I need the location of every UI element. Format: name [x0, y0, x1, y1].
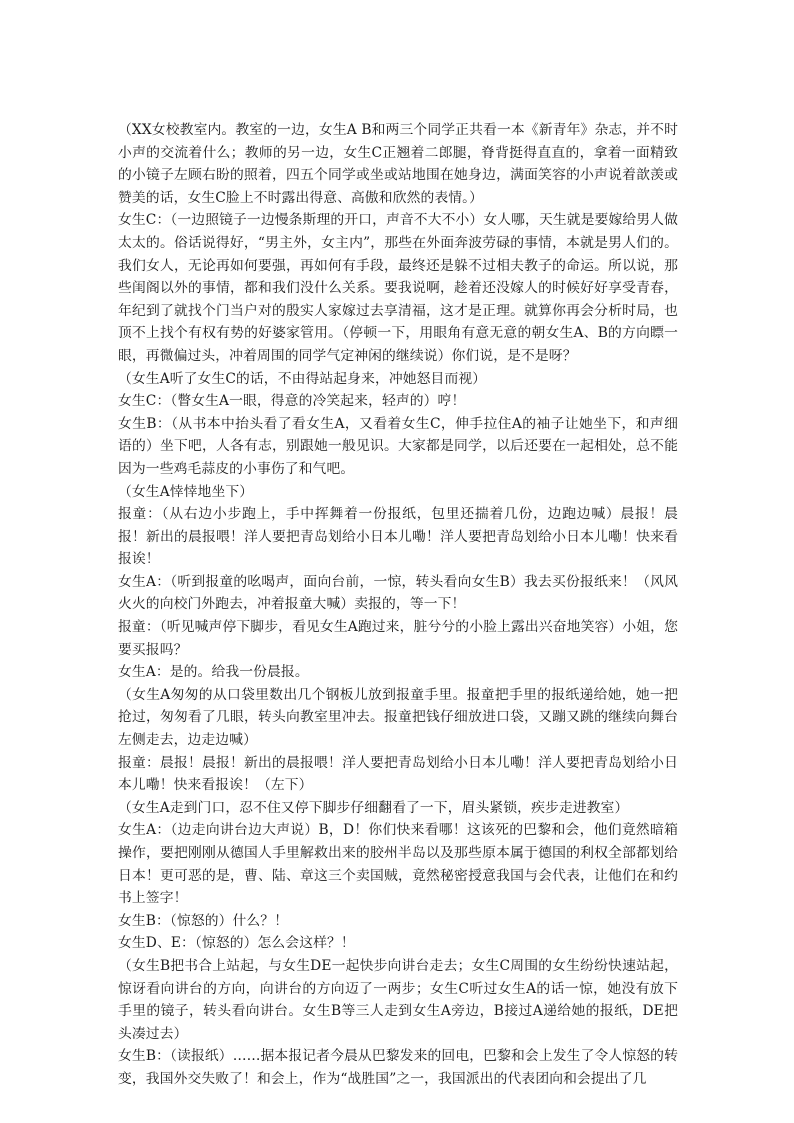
dialogue-paragraph: 女生A：（听到报童的吆喝声，面向台前，一惊，转头看向女生B）我去买份报纸来！（风风火火的向校门外跑去，冲着报童大喊）卖报的，等一下！ [118, 573, 678, 613]
stage-direction-paragraph: （女生A匆匆的从口袋里数出几个钢板儿放到报童手里。报童把手里的报纸递给她，她一把抢过，匆匆看了几眼，转头向教室里冲去。报童把钱仔细放进口袋，又蹦又跳的继续向舞台左侧走去，边走边喊） [118, 686, 678, 749]
dialogue-paragraph: 女生A：（边走向讲台边大声说）B，D！你们快来看哪！这该死的巴黎和会，他们竟然暗箱操作，要把刚刚从德国人手里解救出来的胶州半岛以及那些原本属于德国的利权全部都划给日本！更可恶的是，曹、陆、章这三个卖国贼，竟然秘密授意我国与会代表，让他们在和约书上签字！ [118, 822, 678, 907]
dialogue-paragraph: 女生B：（从书本中抬头看了看女生A，又看着女生C，伸手拉住A的袖子让她坐下，和声细语的）坐下吧，人各有志，别跟她一般见识。大家都是同学，以后还要在一起相处，总不能因为一些鸡毛蒜皮的小事伤了和气吧。 [118, 415, 678, 477]
stage-direction-paragraph: （女生B把书合上站起，与女生DE一起快步向讲台走去；女生C周围的女生纷纷快速站起，惊讶看向讲台的方向，向讲台的方向迈了一两步；女生C听过女生A的话一惊，她没有放下手里的镜子，转头看向讲台。女生B等三人走到女生A旁边，B接过A递给她的报纸，DE把头凑过去） [118, 957, 678, 1042]
dialogue-paragraph: 女生D、E：（惊怒的）怎么会这样？！ [118, 935, 355, 952]
dialogue-paragraph: 女生A：是的。给我一份晨报。 [118, 664, 309, 681]
document-page [118, 119, 678, 1091]
dialogue-paragraph: 报童：（听见喊声停下脚步，看见女生A跑过来，脏兮兮的小脸上露出兴奋地笑容）小姐，您要买报吗？ [118, 619, 678, 658]
dialogue-paragraph: 女生B：（读报纸）……据本报记者今晨从巴黎发来的回电，巴黎和会上发生了令人惊怒的转变，我国外交失败了！和会上，作为“战胜国”之一，我国派出的代表团向和会提出了几 [118, 1048, 678, 1087]
dialogue-paragraph: 女生C：（瞥女生A一眼，得意的冷笑起来，轻声的）哼！ [118, 393, 466, 410]
stage-direction-paragraph: （女生A走到门口，忍不住又停下脚步仔细翻看了一下，眉头紧锁，疾步走进教室） [118, 799, 629, 816]
stage-direction-paragraph: （女生A悻悻地坐下） [118, 483, 254, 500]
dialogue-paragraph: 女生C：（一边照镜子一边慢条斯理的开口，声音不大不小）女人哪，天生就是要嫁给男人做太太的。俗话说得好，“男主外，女主内”，那些在外面奔波劳碌的事情，本就是男人们的。我们女人，无论再如何要强，再如何有手段，最终还是躲不过相夫教子的命运。所以说，那些闺阁以外的事情，都和我们没什么关系。要我说啊，趁着还没嫁人的时候好好享受青春，年纪到了就找个门当户对的殷实人家嫁过去享清福，这才是正理。就算你再会分析时局，也顶不上找个有权有势的好婆家管用。（停顿一下，用眼角有意无意的朝女生A、B的方向瞟一眼，再微偏过头，冲着周围的同学气定神闲的继续说）你们说，是不是呀？ [118, 212, 678, 364]
dialogue-paragraph: 报童：晨报！晨报！新出的晨报喂！洋人要把青岛划给小日本儿嘞！洋人要把青岛划给小日本儿嘞！快来看报诶！（左下） [118, 754, 678, 794]
dialogue-paragraph: 女生B：（惊怒的）什么？！ [118, 912, 289, 929]
dialogue-paragraph: 报童：（从右边小步跑上，手中挥舞着一份报纸，包里还揣着几份，边跑边喊）晨报！晨报！新出的晨报喂！洋人要把青岛划给小日本儿嘞！洋人要把青岛划给小日本儿嘞！快来看报诶！ [118, 506, 678, 568]
stage-direction-paragraph: （XX女校教室内。教室的一边，女生A B和两三个同学正共看一本《新青年》杂志，并不时小声的交流着什么；教师的另一边，女生C正翘着二郎腿，脊背挺得直直的，拿着一面精致的小镜子左顾右盼的照着，四五个同学或坐或站地围在她身边，满面笑容的小声说着歆羡或赞美的话，女生C脸上不时露出得意、高傲和欣然的表情。） [118, 122, 678, 206]
stage-direction-paragraph: （女生A听了女生C的话，不由得站起身来，冲她怒目而视） [118, 370, 487, 387]
